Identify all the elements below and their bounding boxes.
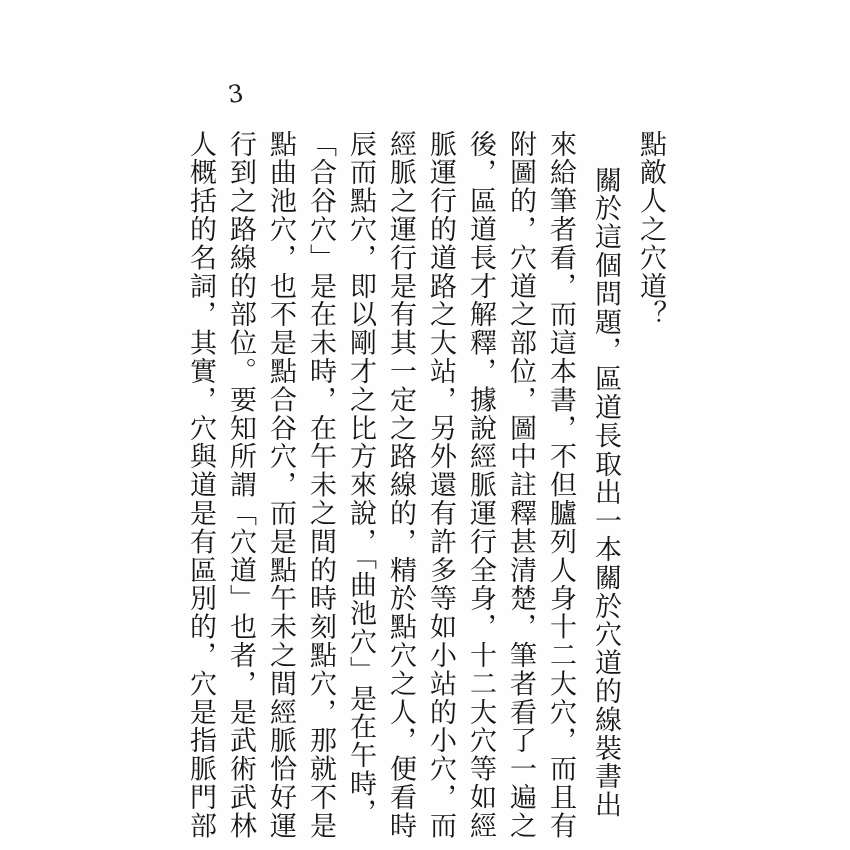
text-column-9: 「合谷穴」是在未時，在午未之間的時刻點穴，那就不是	[305, 130, 336, 840]
page-number: 3	[226, 79, 246, 109]
text-column-8: 辰而點穴，即以剛才之比方來說，「曲池穴」是在午時，	[345, 130, 376, 827]
text-column-6: 脈運行的道路之大站，另外還有許多等如小站的小穴，而	[425, 130, 456, 840]
text-column-3: 來給筆者看，而這本書，不但臚列人身十二大穴，而且有	[545, 130, 576, 840]
text-column-12: 人概括的名詞，其實，穴與道是有區別的，穴是指脈門部	[185, 130, 216, 840]
text-column-10: 點曲池穴，也不是點合谷穴，而是點午未之間經脈恰好運	[265, 130, 296, 840]
text-column-1: 點敵人之穴道？	[635, 130, 666, 329]
text-column-2: 關於這個問題，區道長取出一本關於穴道的線裝書出	[590, 166, 621, 820]
text-column-5: 後，區道長才解釋，據說經脈運行全身，十二大穴等如經	[465, 130, 496, 840]
text-column-4: 附圖的，穴道之部位，圖中註釋甚清楚，筆者看了一遍之	[505, 130, 536, 840]
text-column-11: 行到之路線的部位。要知所謂「穴道」也者，是武術武林	[225, 130, 256, 840]
text-column-7: 經脈之運行是有其一定之路線的，精於點穴之人，便看時	[385, 130, 416, 840]
